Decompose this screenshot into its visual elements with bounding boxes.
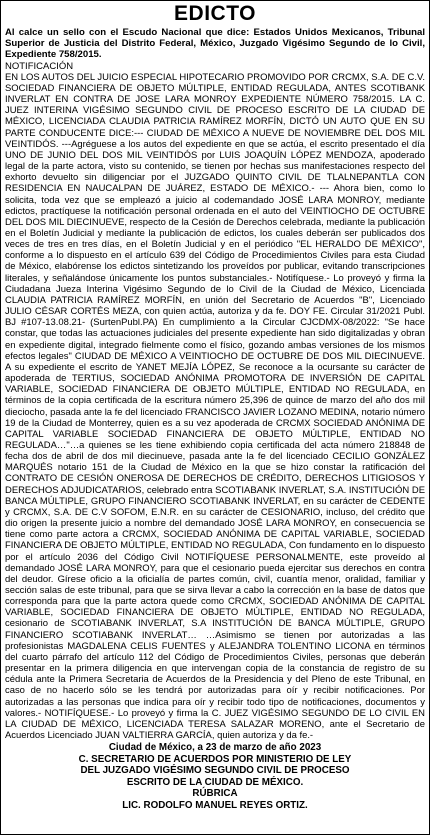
- signature-rubrica: RÚBRICA: [192, 788, 238, 800]
- signature-title-line-2: DEL JUZGADO VIGÉSIMO SEGUNDO CIVIL DE PROCESO: [80, 765, 350, 777]
- document-title: EDICTO: [174, 2, 256, 25]
- notification-label: NOTIFICACIÓN: [5, 60, 74, 72]
- seal-header: Al calce un sello con el Escudo Nacional que dice: Estados Unidos Mexicanos, Tribunal Superior de Justicia del Distrito Federal, México, Juzgado Vigésimo Segundo de lo Civil, Expediente 758/2015.: [5, 27, 425, 61]
- signature-block: [5, 742, 425, 811]
- signature-date: Ciudad de México, a 23 de marzo de año 2023: [108, 742, 322, 754]
- signature-title-line-1: C. SECRETARIO DE ACUERDOS POR MINISTERIO DE LEY: [78, 753, 352, 765]
- body-paragraph: EN LOS AUTOS DEL JUICIO ESPECIAL HIPOTECARIO PROMOVIDO POR CRCMX, S.A. DE C.V. SOCIEDAD FINANCIERA DE OBJETO MÚLTIPLE, ENTIDAD REGULADA, ANTES SCOTIBANK INVERLAT EN CONTRA DE JOSE LARA MONROY EXPEDIENTE NÚMERO 758/2015. LA C. JUEZ INTERINA VIGÉSIMO SEGUNDO CIVIL DE PROCESO ESCRITO DE LA CIUDAD DE MÉXICO, LICENCIADA CLAUDIA PATRICIA RAMÍREZ MORFÍN, DICTÓ UN AUTO QUE EN SU PARTE CONDUCENTE DICE:--- CIUDAD DE MÉXICO A NUEVE DE NOVIEMBRE DEL DOS MIL VEINTIDÓS. ---Agréguese a los autos del expediente en que se actúa, el escrito presentado el día UNO DE JUNIO DEL DOS MIL VEINTIDÓS por LUIS JOAQUÍN LÓPEZ MENDOZA, apoderado legal de la parte actora, visto su contenido, se tienen por hechas sus manifestaciones respecto del exhorto devuelto sin diligenciar por el JUZGADO QUINTO CIVIL DE TLALNEPANTLA CON RESIDENCIA EN NAUCALPAN DE JUÁREZ, ESTADO DE MÉXICO.- --- Ahora bien, como lo solicita, toda vez que se empleazó a juicio al codemandado JOSÉ LARA MONROY, mediante edictos, practíquese la notificación personal ordenada en el auto del VEINTIOCHO DE OCTUBRE DEL DOS MIL DIECINUEVE, respecto de la Cesión de Derechos celebrada, mediante la publicación en el Boletín Judicial y mediante la publicación de edictos, los cuales deberán ser publicados dos veces de tres en tres días, en el Boletín Judicial y en el periódico "EL HERALDO DE MÉXICO", conforme a lo dispuesto en el artículo 639 del Código de Procedimientos Civiles para esta Ciudad de México, elabórense los edictos sintetizando los proveídos por publicar, evitando transcripciones literales, y señalándose únicamente los puntos substanciales.- Notifíquese.- Lo proveyó y firma la Ciudadana Jueza Interina Vigésimo Segundo de lo Civil de la Ciudad de México, Licenciada CLAUDIA PATRICIA RAMÍREZ MORFÍN, en unión del Secretario de Acuerdos "B", Licenciado JULIO CÉSAR CORTÉS MEZA, con quien actúa, autoriza y da fe. DOY FE. Circular 31/2021 Publ. BJ #107-13.08.21- (SurtenPubl.PA) En cumplimiento a la Circular CJCDMX-08/2022: "Se hace constar, que todas las actuaciones judiciales del presente expediente han sido digitalizadas y obran en expediente digital, integrado fielmente como el físico, gozando ambas versiones de los mismos efectos legales" CIUDAD DE MÉXICO A VEINTIOCHO DE OCTUBRE DE DOS MIL DIECINUEVE. A su expediente el escrito de YANET MEJÍA LÓPEZ, Se reconoce a la ocursante su carácter de apoderada de TERTIUS, SOCIEDAD ANÓNIMA PROMOTORA DE INVERSIÓN DE CAPITAL VARIABLE, SOCIEDAD FINANCIERA DE OBJETO MÚLTIPLE, ENTIDAD NO REGULADA, en términos de la copia certificada de la escritura número 25,396 de quince de marzo del año dos mil dieciocho, pasada ante la fe del licenciado FRANCISCO JAVIER LOZANO MEDINA, notario número 19 de la Ciudad de Monterrey, quien es a su vez apoderada de CRCMX SOCIEDAD ANÓNIMA DE CAPITAL VARIABLE SOCIEDAD FINANCIERA DE OBJETO MÚLTIPLE, ENTIDAD NO REGULADA…"…a quienes se les tiene exhibiendo copia certificada del acta número 218848 de fecha dos de abril de dos mil diecinueve, pasada ante la fe del licenciado CECILIO GONZÁLEZ MARQUÉS notario 151 de la Ciudad de México en la que se hizo constar la ratificación del CONTRATO DE CESIÓN ONEROSA DE DERECHOS DE CRÉDITO, DERECHOS LITIGIOSOS Y DERECHOS ADJUDICATARIOS, celebrado entra SCOTIABANK INVERLAT, S.A. INSTITUCIÓN DE BANCA MÚLTIPLE, GRUPO FINANCIERO SCOTIABANK INVERLAT, en su carácter de CEDENTE y CRCMX, S.A. DE C.V SOFOM, E.N.R. en su carácter de CESIONARIO, incluso, del crédito que dio origen la presente juicio a nombre del demandado JOSÉ LARA MONROY, en consecuencia se tiene como parte actora a CRCMX, SOCIEDAD ANÓNIMA DE CAPITAL VARIABLE, SOCIEDAD FINANCIERA DE OBJETO MÚLTIPLE, ENTIDAD NO REGULADA, Con fundamento en lo dispuesto por el artículo 2036 del Código Civil NOTIFÍQUESE PERSONALMENTE, este proveído al demandado JOSÉ LARA MONROY, para que el cesionario pueda ejercitar sus derechos en contra del deudor. Gírese oficio a la oficialía de partes común, civil, cuantía menor, oralidad, familiar y sección salas de este tribunal, para que se sirva llevar a cabo la corrección en la base de datos que corresponda para que la parte actora quede como CRCMX, SOCIEDAD ANÓNIMA DE CAPITAL VARIABLE, SOCIEDAD FINANCIERA DE OBJETO MÚLTIPLE, ENTIDAD NO REGULADA, cesionario de SCOTIABANK INVERLAT, S.A INSTITUCIÓN DE BANCA MÚLTIPLE, GRUPO FINANCIERO SCOTIABANK INVERLAT… …Asimismo se tienen por autorizadas a las profesionistas MAGDALENA CELIS FUENTES y ALEJANDRA TOLENTINO LICONA en términos del cuarto párrafo del artículo 112 del Código de Procedimientos Civiles, personas que deberán presentar en la primera diligencia en que intervengan copia de la constancia de registro de su cédula ante la Primera Secretaria de Acuerdos de la Presidencia y del Pleno de este Tribunal, en caso de no hacerlo sólo se les tendrá por autorizadas para oír y recibir notificaciones. Por autorizadas a las personas que indica para oír y recibir todo tipo de notificaciones, documentos y valores.- NOTIFÍQUESE.- Lo proveyó y firma la C. JUEZ VIGÉSIMO SEGUNDO DE LO CIVIL EN LA CIUDAD DE MÉXICO, LICENCIADA TERESA SALAZAR MORENO, ante el Secretario de Acuerdos Licenciado JUAN VALTIERRA GARCÍA, quien autoriza y da fe.-: [5, 71, 426, 742]
- signature-title-line-3: ESCRITO DE LA CIUDAD DE MÉXICO.: [126, 776, 304, 788]
- signature-name: LIC. RODOLFO MANUEL REYES ORTIZ.: [122, 799, 308, 811]
